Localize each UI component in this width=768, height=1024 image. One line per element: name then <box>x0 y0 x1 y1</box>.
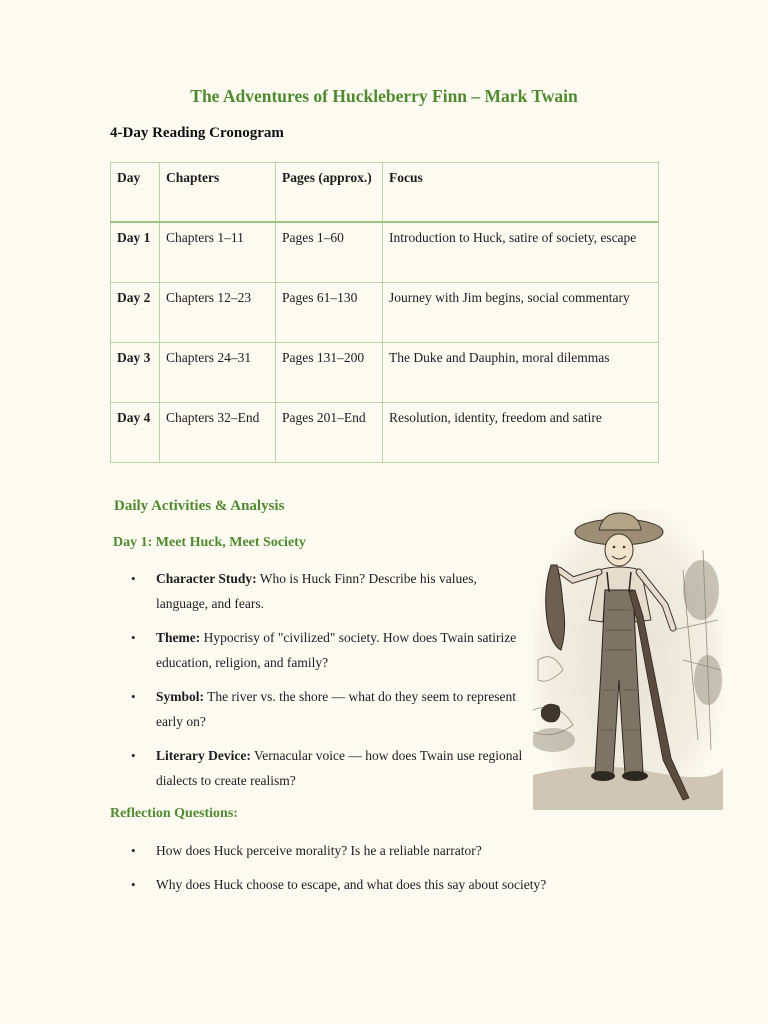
header-pages: Pages (approx.) <box>276 163 383 223</box>
table-header-row <box>111 163 659 223</box>
activity-text: The river vs. the shore — what do they seem to represent early on? <box>156 689 517 729</box>
cell-focus: Resolution, identity, freedom and satire <box>383 403 659 463</box>
activity-text: Hypocrisy of "civilized" society. How does Twain satirize education, religion, and family? <box>156 630 517 670</box>
cell-chapters: Chapters 1–11 <box>160 222 276 283</box>
list-item: • How does Huck perceive morality? Is he a reliable narrator? <box>110 838 630 863</box>
header-chapters: Chapters <box>160 163 276 223</box>
section-heading: Daily Activities & Analysis <box>114 498 285 514</box>
activity-text: Who is Huck Finn? Describe his values, language, and fears. <box>156 571 477 611</box>
list-item <box>110 743 530 793</box>
header-focus: Focus <box>383 163 659 223</box>
activity-label: Character Study: <box>156 571 257 586</box>
cell-pages: Pages 131–200 <box>276 343 383 403</box>
reflection-list <box>110 838 630 906</box>
cell-focus: Introduction to Huck, satire of society, escape <box>383 222 659 283</box>
list-item <box>110 566 530 616</box>
cell-focus: The Duke and Dauphin, moral dilemmas <box>383 343 659 403</box>
day-heading: Day 1: Meet Huck, Meet Society <box>113 535 306 550</box>
activity-label: Theme: <box>156 630 201 645</box>
cell-pages: Pages 1–60 <box>276 222 383 283</box>
table-row <box>111 403 659 463</box>
huck-finn-illustration-icon <box>533 510 723 810</box>
table-row <box>111 343 659 403</box>
activity-list <box>110 566 530 802</box>
header-day: Day <box>111 163 160 223</box>
activity-label: Literary Device: <box>156 748 251 763</box>
cell-day: Day 2 <box>111 283 160 343</box>
cell-pages: Pages 201–End <box>276 403 383 463</box>
cell-chapters: Chapters 24–31 <box>160 343 276 403</box>
schedule-subtitle: 4-Day Reading Cronogram <box>110 125 284 141</box>
cell-day: Day 1 <box>111 222 160 283</box>
cell-chapters: Chapters 12–23 <box>160 283 276 343</box>
table-row <box>111 283 659 343</box>
cell-day: Day 4 <box>111 403 160 463</box>
reading-schedule-table <box>110 162 659 463</box>
list-item <box>110 684 530 734</box>
cell-day: Day 3 <box>111 343 160 403</box>
list-item <box>110 625 530 675</box>
cell-chapters: Chapters 32–End <box>160 403 276 463</box>
activity-label: Symbol: <box>156 689 205 704</box>
activity-text: Vernacular voice — how does Twain use regional dialects to create realism? <box>156 748 523 788</box>
cell-focus: Journey with Jim begins, social commentary <box>383 283 659 343</box>
list-item: • Why does Huck choose to escape, and what does this say about society? <box>110 872 630 897</box>
cell-pages: Pages 61–130 <box>276 283 383 343</box>
document-title: The Adventures of Huckleberry Finn – Mark Twain <box>190 86 578 106</box>
table-row <box>111 222 659 283</box>
reflection-heading: Reflection Questions: <box>110 806 238 821</box>
